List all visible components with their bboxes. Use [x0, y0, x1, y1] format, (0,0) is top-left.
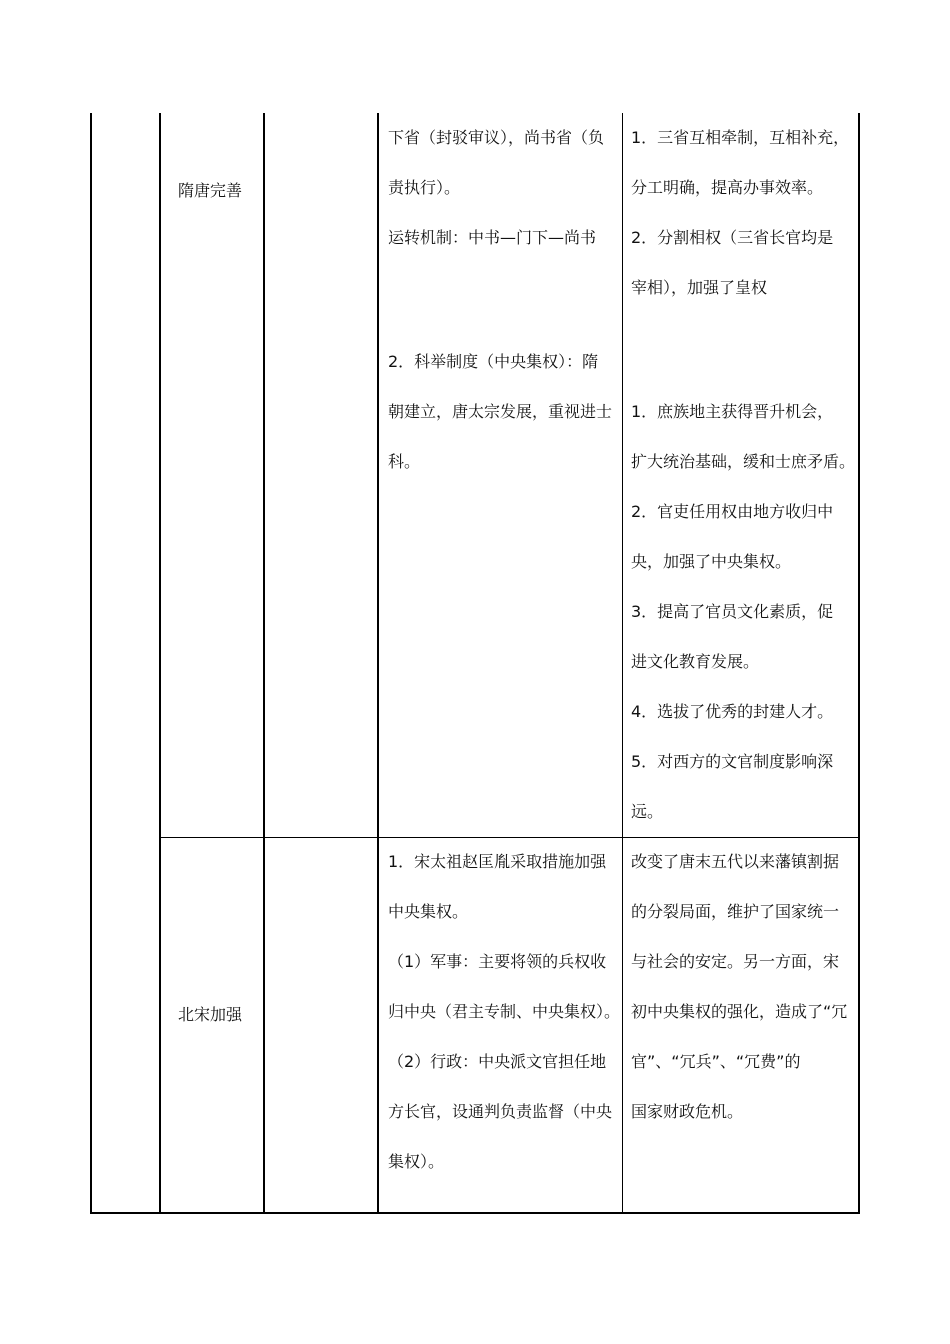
text-line: 责执行）。	[388, 178, 461, 197]
text-line: 国家财政危机。	[631, 1102, 744, 1121]
measures-cell-suitang-keju	[388, 337, 612, 487]
column-divider-4	[622, 113, 623, 1214]
text-line: 1．三省互相牵制，互相补充，	[631, 128, 850, 147]
text-line: 进文化教育发展。	[631, 652, 760, 671]
text-line: 分工明确，提高办事效率。	[631, 178, 824, 197]
text-line: 扩大统治基础，缓和士庶矛盾。	[631, 452, 856, 471]
text-line: 集权）。	[388, 1152, 445, 1171]
column-divider-1	[159, 113, 161, 1214]
text-line: 科。	[388, 452, 421, 471]
text-line: 远。	[631, 802, 664, 821]
text-line: 的分裂局面，维护了国家统一	[631, 902, 840, 921]
text-line: 2．分割相权（三省长官均是	[631, 228, 834, 247]
text-line: （2）行政：中央派文官担任地	[388, 1052, 607, 1071]
text-line: 官”、“冗兵”、“冗费”的	[631, 1052, 801, 1071]
text-line: 朝建立，唐太宗发展，重视进士	[388, 402, 613, 421]
column-divider-3	[377, 113, 379, 1214]
measures-cell-suitang	[388, 113, 604, 263]
text-line: 宰相），加强了皇权	[631, 278, 768, 297]
text-line: 下省（封驳审议），尚书省（负	[388, 128, 605, 147]
text-line: 改变了唐末五代以来藩镇割据	[631, 852, 840, 871]
text-line: 4．选拔了优秀的封建人才。	[631, 702, 834, 721]
text-line: 归中央（君主专制、中央集权）。	[388, 1002, 621, 1021]
text-line: 初中央集权的强化，造成了“冗	[631, 1002, 848, 1021]
impact-cell-suitang-keju	[631, 387, 855, 837]
text-line: 方长官，设通判负责监督（中央	[388, 1102, 613, 1121]
text-line: 1．宋太祖赵匡胤采取措施加强	[388, 852, 607, 871]
measures-cell-beisong	[388, 837, 620, 1187]
table-border-right	[858, 113, 860, 1214]
text-line: 运转机制：中书—门下—尚书	[388, 228, 597, 247]
text-line: 中央集权。	[388, 902, 469, 921]
period-label-suitang: 隋唐完善	[178, 181, 243, 200]
text-line: 央，加强了中央集权。	[631, 552, 792, 571]
text-line: 1．庶族地主获得晋升机会，	[631, 402, 834, 421]
column-divider-2	[263, 113, 265, 1214]
period-label-beisong: 北宋加强	[178, 1005, 243, 1024]
text-line: 2．科举制度（中央集权）：隋	[388, 352, 599, 371]
impact-cell-suitang	[631, 113, 849, 313]
text-line: 与社会的安定。另一方面，宋	[631, 952, 840, 971]
text-line: 3．提高了官员文化素质，促	[631, 602, 834, 621]
impact-cell-beisong	[631, 837, 847, 1137]
table-border-left	[90, 113, 92, 1214]
table-border-bottom	[90, 1212, 860, 1214]
text-line: （1）军事：主要将领的兵权收	[388, 952, 607, 971]
text-line: 5．对西方的文官制度影响深	[631, 752, 834, 771]
text-line: 2．官吏任用权由地方收归中	[631, 502, 834, 521]
